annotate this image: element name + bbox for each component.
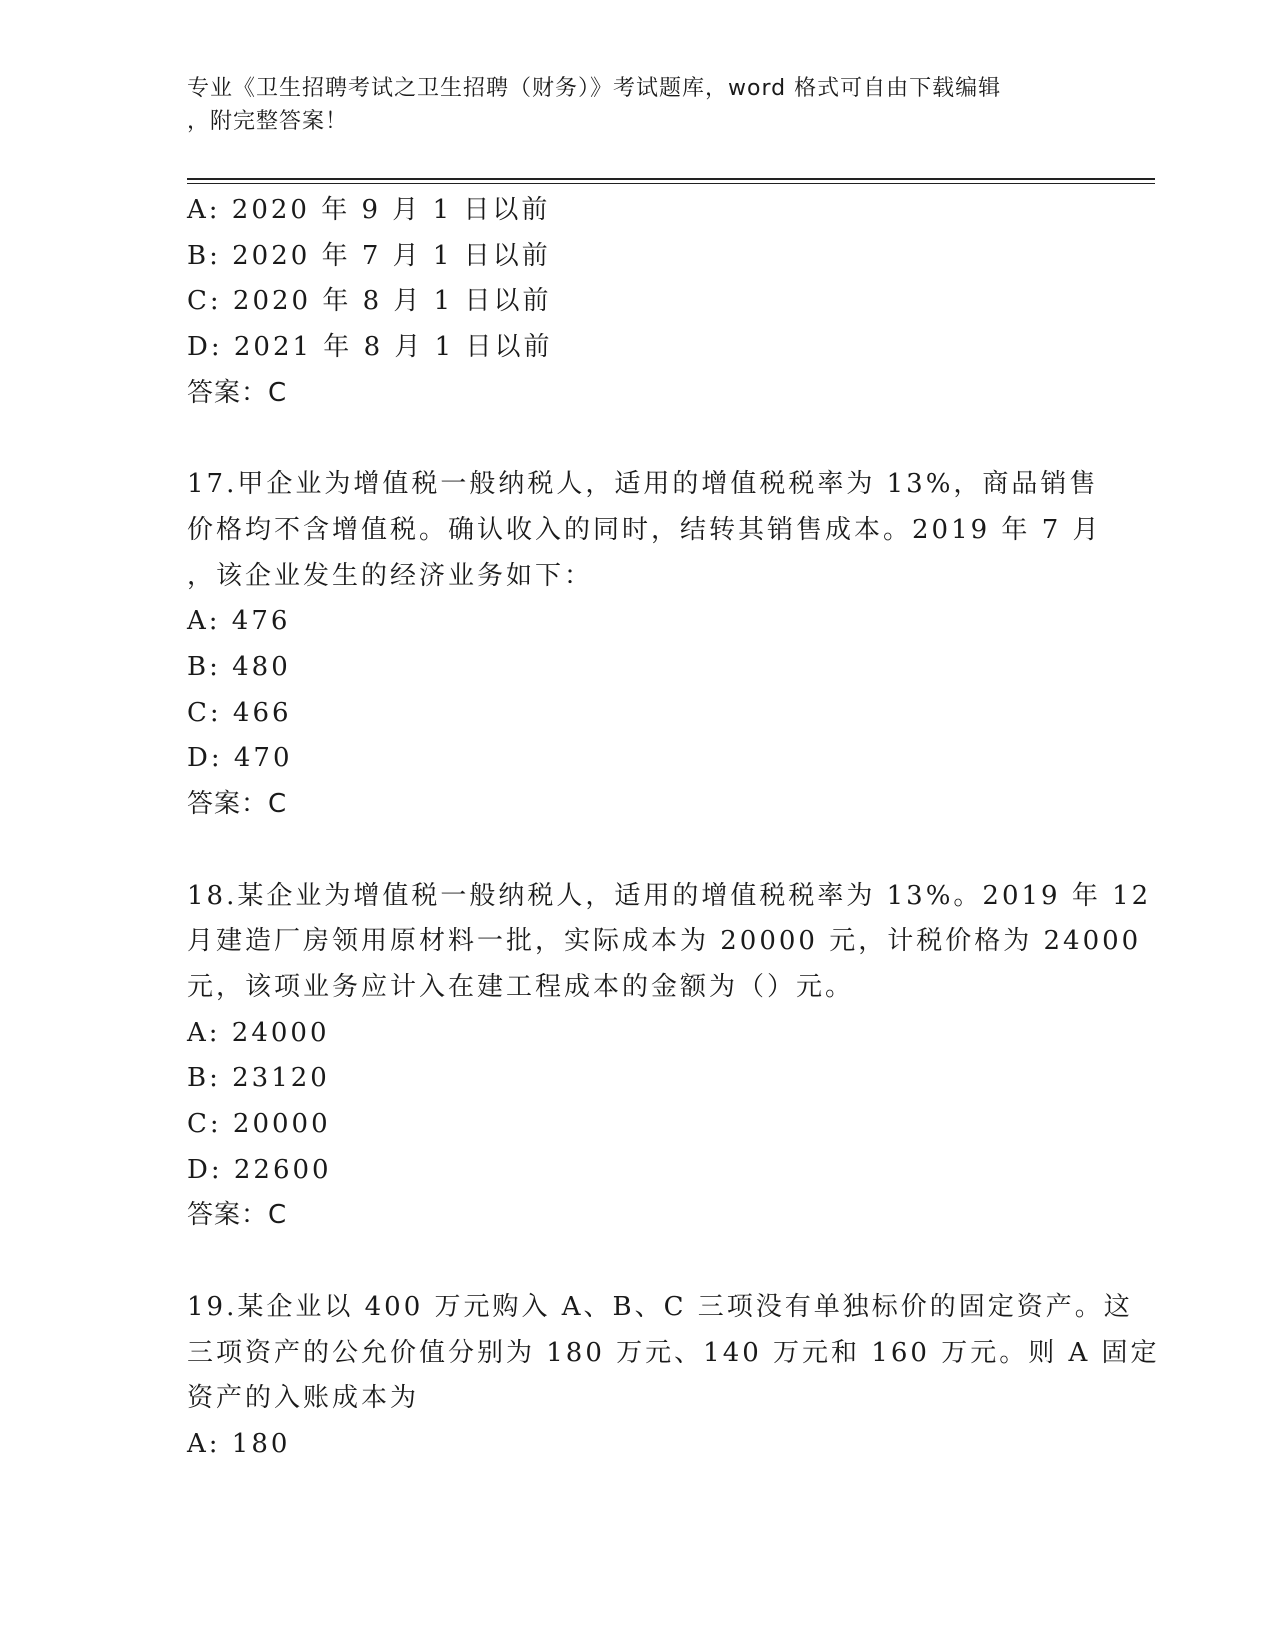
spacer	[187, 1239, 1087, 1285]
question-stem-line: 17.甲企业为增值税一般纳税人，适用的增值税税率为 13%，商品销售	[187, 469, 1099, 500]
question-18	[187, 874, 1152, 1240]
header-line-2: ，附完整答案！	[187, 109, 349, 134]
question-stem-line: 18.某企业为增值税一般纳税人，适用的增值税税率为 13%。2019 年 12	[187, 880, 1152, 911]
answer-line: 答案：C	[187, 789, 288, 820]
option-b: B: 2020 年 7 月 1 日以前	[187, 240, 551, 271]
question-stem-line: 三项资产的公允价值分别为 180 万元、140 万元和 160 万元。则 A 固定	[187, 1337, 1160, 1368]
option-a: A: 180	[187, 1428, 291, 1459]
question-16	[187, 188, 1087, 417]
answer-line: 答案：C	[187, 377, 288, 408]
document-header	[187, 72, 1087, 138]
option-d: D: 470	[187, 743, 293, 774]
header-line-1: 专业《卫生招聘考试之卫生招聘（财务）》考试题库，word 格式可自由下载编辑	[187, 76, 1002, 101]
question-content	[187, 188, 1160, 1468]
spacer	[187, 828, 1087, 874]
answer-line: 答案：C	[187, 1200, 288, 1231]
option-b: B: 480	[187, 652, 291, 683]
option-a: A: 24000	[187, 1017, 330, 1048]
header-rule-bottom	[187, 183, 1155, 184]
option-c: C: 466	[187, 697, 292, 728]
option-d: D: 2021 年 8 月 1 日以前	[187, 332, 553, 363]
question-stem-line: 19.某企业以 400 万元购入 A、B、C 三项没有单独标价的固定资产。这	[187, 1291, 1133, 1322]
question-stem-line: ，该企业发生的经济业务如下：	[187, 560, 594, 591]
question-19	[187, 1285, 1160, 1468]
header-rule-top	[187, 178, 1155, 180]
option-c: C: 20000	[187, 1109, 331, 1140]
option-d: D: 22600	[187, 1154, 332, 1185]
option-a: A: 476	[187, 606, 291, 637]
option-a: A: 2020 年 9 月 1 日以前	[187, 195, 551, 225]
question-17	[187, 462, 1102, 828]
option-c: C: 2020 年 8 月 1 日以前	[187, 286, 552, 317]
question-stem-line: 元，该项业务应计入在建工程成本的金额为（）元。	[187, 971, 855, 1002]
question-stem-line: 价格均不含增值税。确认收入的同时，结转其销售成本。2019 年 7 月	[187, 514, 1102, 545]
option-b: B: 23120	[187, 1063, 330, 1094]
spacer	[187, 417, 1087, 463]
question-stem-line: 资产的入账成本为	[187, 1383, 420, 1414]
question-stem-line: 月建造厂房领用原材料一批，实际成本为 20000 元，计税价格为 24000	[187, 926, 1142, 957]
